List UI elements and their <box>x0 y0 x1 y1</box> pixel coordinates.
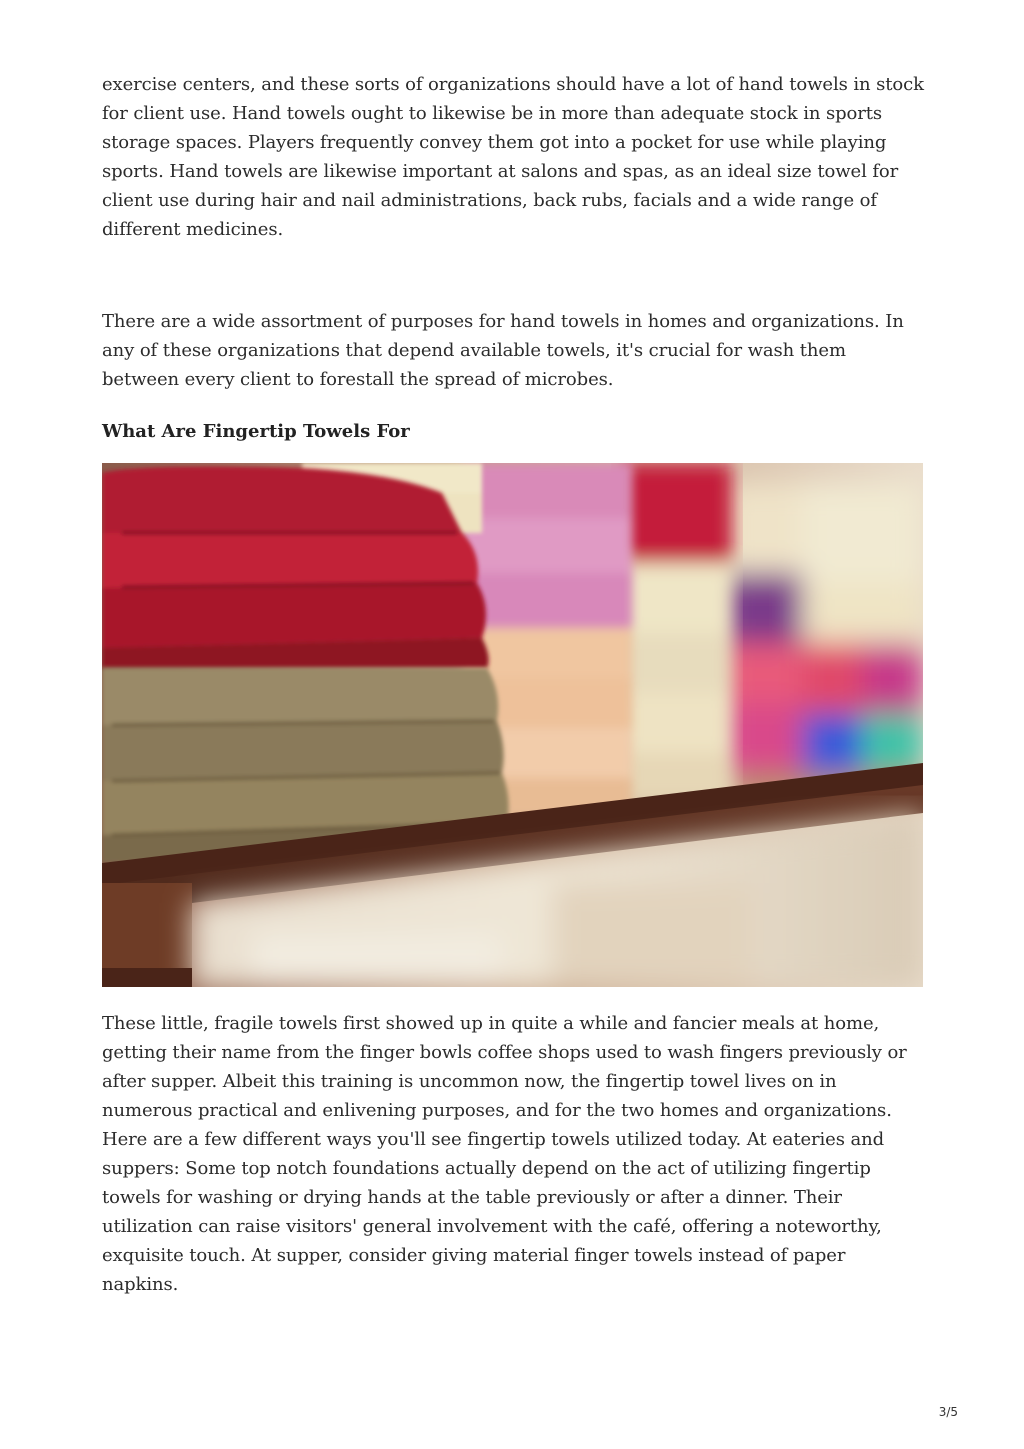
page-number: 3/5 <box>938 1405 958 1419</box>
body-paragraph: exercise centers, and these sorts of organizations should have a lot of hand towels in stock for client use. Hand towels ought to likewise be in more than adequate stock in sports storage spaces. Players frequently convey them got into a pocket for use while playing sports. Hand towels are likewise important at salons and spas, as an ideal size towel for client use during hair and nail administrations, back rubs, facials and a wide range of different medicines. <box>102 74 924 240</box>
document-page <box>102 70 924 1299</box>
stacked-towels-photo <box>102 463 923 987</box>
body-paragraph: These little, fragile towels first showed up in quite a while and fancier meals at home, getting their name from the finger bowls coffee shops used to wash fingers previously or after supper. Albeit this training is uncommon now, the fingertip towel lives on in numerous practical and enlivening purposes, and for the two homes and organizations. Here are a few different ways you'll see fingertip towels utilized today. At eateries and suppers: Some top notch foundations actually depend on the act of utilizing fingertip towels for washing or drying hands at the table previously or after a dinner. Their utilization can raise visitors' general involvement with the café, offering a noteworthy, exquisite touch. At supper, consider giving material finger towels instead of paper napkins. <box>102 1013 907 1295</box>
section-heading: What Are Fingertip Towels For <box>102 421 410 442</box>
body-paragraph: There are a wide assortment of purposes for hand towels in homes and organizations. In any of these organizations that depend available towels, it's crucial for wash them between every client to forestall the spread of microbes. <box>102 311 904 390</box>
